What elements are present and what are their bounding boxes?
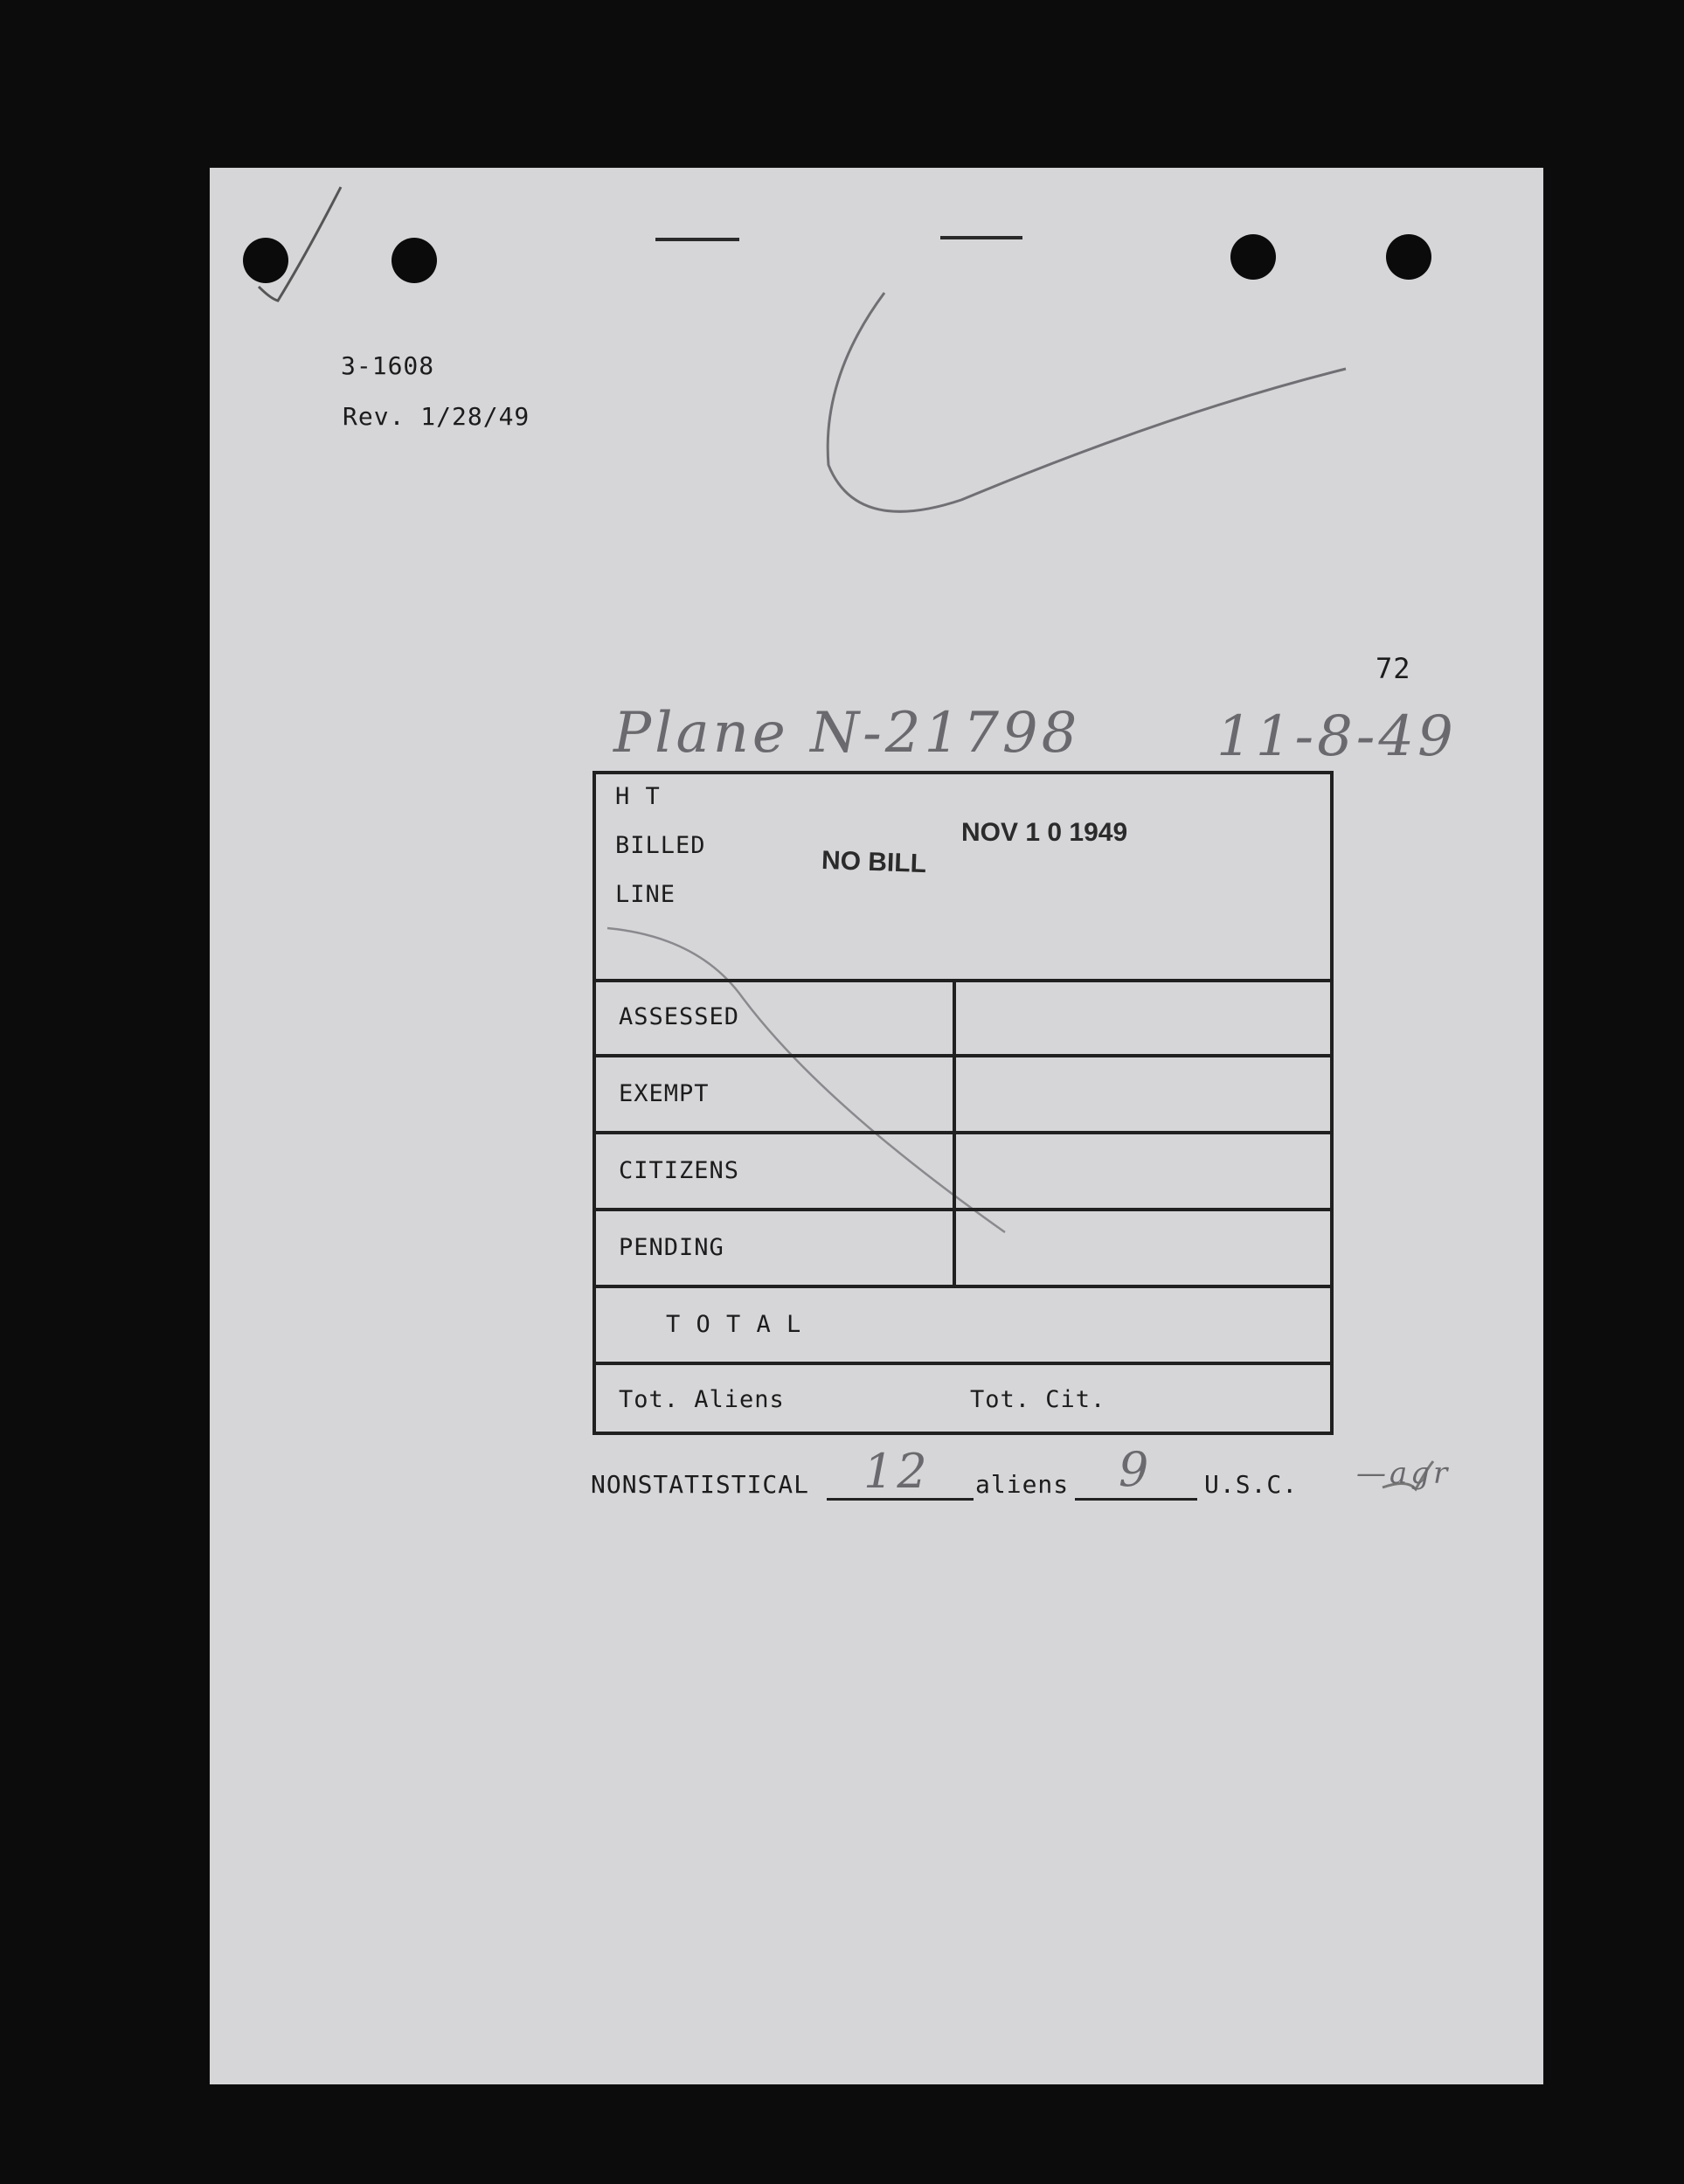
received-date-stamp: NOV 1 0 1949 — [961, 818, 1128, 847]
initials-handwritten: —agr — [1356, 1456, 1452, 1491]
document-page — [210, 168, 1543, 2084]
page-number: 72 — [1376, 652, 1411, 685]
date-handwritten: 11-8-49 — [1216, 704, 1457, 769]
aliens-count-handwritten: 12 — [863, 1444, 931, 1499]
table-divider — [596, 1054, 1330, 1057]
row-label-pending: PENDING — [619, 1234, 724, 1261]
table-divider — [596, 1208, 1330, 1211]
no-bill-stamp: NO BILL — [821, 845, 927, 879]
row-label-exempt: EXEMPT — [619, 1080, 710, 1107]
header-line-billed: BILLED — [615, 832, 706, 859]
row-label-assessed: ASSESSED — [619, 1003, 740, 1030]
table-divider — [596, 1285, 1330, 1288]
form-number: 3-1608 — [341, 351, 435, 380]
table-divider — [596, 1362, 1330, 1365]
tot-aliens-label: Tot. Aliens — [619, 1386, 785, 1413]
header-line-line: LINE — [615, 881, 676, 908]
tot-cit-label: Tot. Cit. — [970, 1386, 1106, 1413]
form-revision: Rev. 1/28/49 — [343, 402, 530, 431]
plane-number-handwritten: Plane N-21798 — [613, 701, 1081, 766]
total-label: T O T A L — [666, 1311, 802, 1338]
usc-count-handwritten: 9 — [1119, 1442, 1153, 1497]
table-divider — [596, 1131, 1330, 1134]
column-divider — [953, 979, 956, 1288]
billing-table — [593, 771, 1334, 1435]
table-divider — [596, 979, 1330, 982]
aliens-label: aliens — [975, 1470, 1070, 1499]
usc-count-underline — [1075, 1498, 1197, 1501]
nonstatistical-label: NONSTATISTICAL — [591, 1470, 810, 1499]
usc-label: U.S.C. — [1204, 1470, 1299, 1499]
header-line-ht: H T — [615, 783, 661, 810]
row-label-citizens: CITIZENS — [619, 1157, 740, 1184]
